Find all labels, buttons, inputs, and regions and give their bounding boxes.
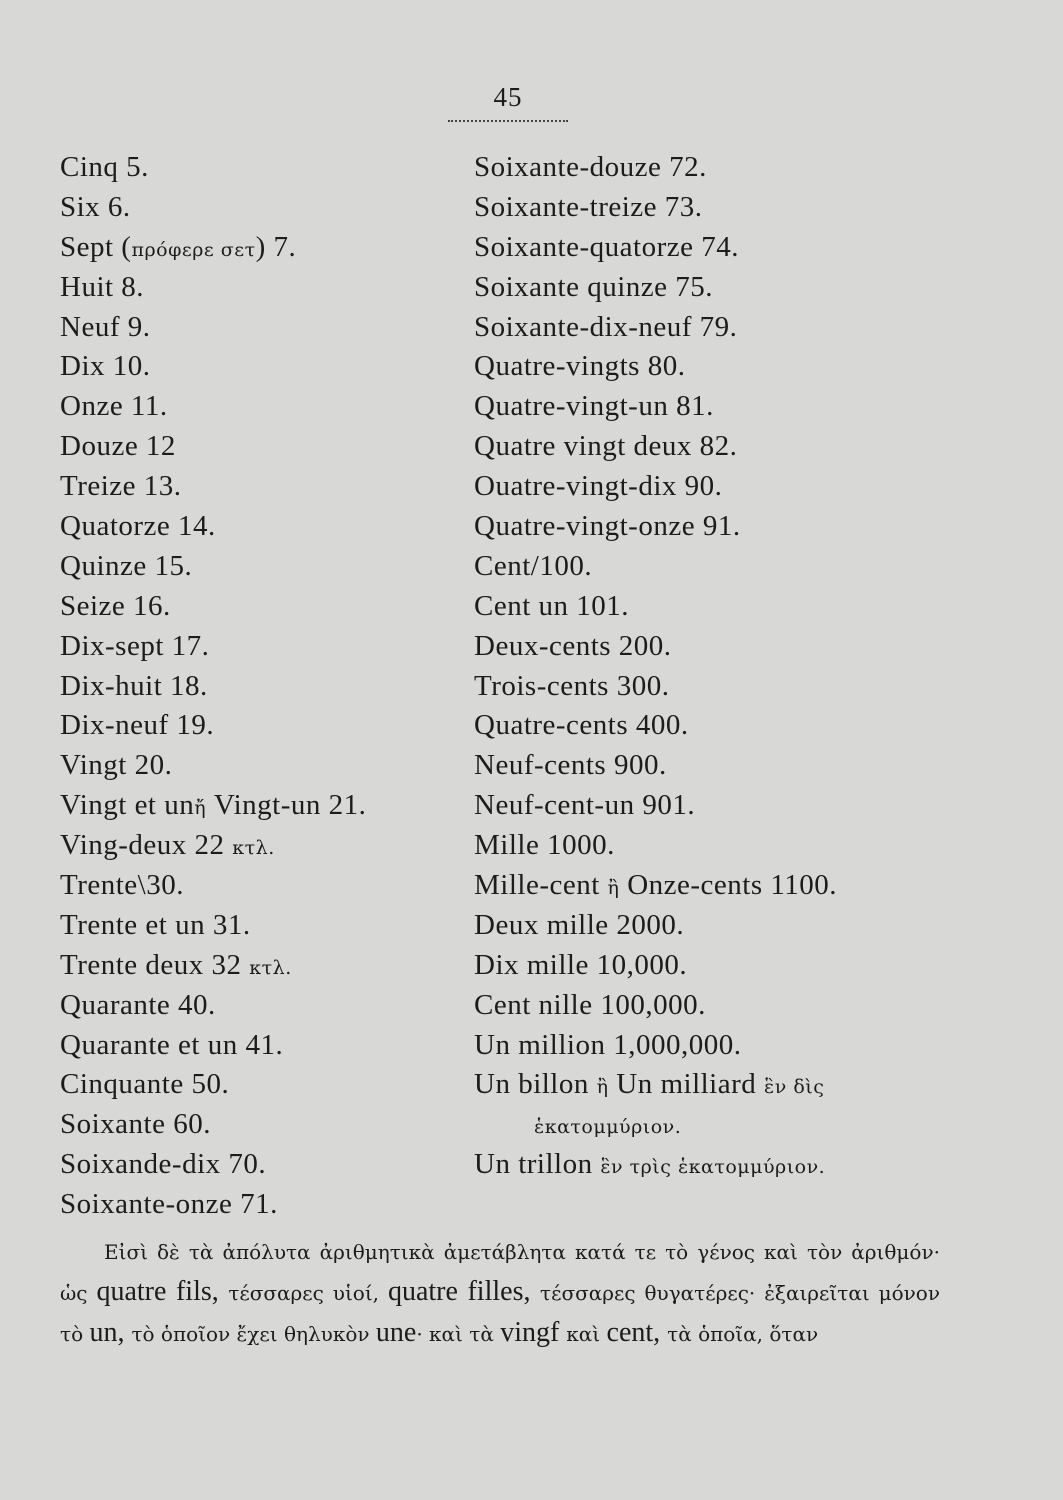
list-item: Cent/100. bbox=[474, 549, 593, 582]
list-item: Dix-neuf 19. bbox=[60, 709, 215, 742]
list-item: Ouatre-vingt-dix 90. bbox=[474, 470, 723, 503]
list-item: Un billon ἢ Un milliard ἓν δὶς bbox=[474, 1068, 825, 1101]
list-item: Mille 1000. bbox=[474, 829, 615, 862]
list-item: Soixante-dix-neuf 79. bbox=[474, 310, 738, 343]
list-item: Soixande-dix 70. bbox=[60, 1148, 267, 1181]
list-item: Quatre vingt deux 82. bbox=[474, 430, 738, 463]
list-item: Trente\30. bbox=[60, 869, 184, 902]
list-item: Cinquante 50. bbox=[60, 1068, 230, 1101]
list-item: Dix mille 10,000. bbox=[474, 948, 688, 981]
list-item: Dix 10. bbox=[60, 350, 151, 383]
list-item: Quatorze 14. bbox=[60, 510, 216, 543]
list-item: Treize 13. bbox=[60, 470, 182, 503]
list-item: Cent un 101. bbox=[474, 589, 630, 622]
list-item: Huit 8. bbox=[60, 270, 145, 303]
list-item: Deux-cents 200. bbox=[474, 629, 672, 662]
header-rule bbox=[448, 120, 568, 122]
left-number-list bbox=[60, 148, 480, 1225]
body-paragraph: Εἰσὶ δὲ τὰ ἀπόλυτα ἀριθμητικὰ ἀμετάβλητα κατά τε τὸ γένος καὶ τὸν ἀριθμόν· ὡς quatre fils, τέσσαρες υἱοί, quatre filles, τέσσαρες θυγατέρες· ἐξαιρεῖται μόνον τὸ un, τὸ ὁποῖον ἔχει θηλυκὸν une· καὶ τὰ vingf καὶ cent, τὰ ὁποῖα, ὅταν bbox=[60, 1240, 940, 1348]
page-number: 45 bbox=[493, 82, 523, 112]
list-item: Sept (πρόφερε σετ) 7. bbox=[60, 230, 297, 263]
list-item: Neuf-cents 900. bbox=[474, 749, 667, 782]
list-item: Quatre-vingt-onze 91. bbox=[474, 510, 741, 543]
list-item: Mille-cent ἢ Onze-cents 1100. bbox=[474, 869, 838, 902]
list-item-continuation: ἑκατομμύριον. bbox=[534, 1116, 682, 1139]
list-item: Soixante-douze 72. bbox=[474, 151, 707, 183]
list-item: Seize 16. bbox=[60, 589, 171, 622]
list-item: Dix-huit 18. bbox=[60, 669, 208, 702]
list-item: Trente et un 31. bbox=[60, 908, 251, 941]
list-item: Ving-deux 22 κτλ. bbox=[60, 829, 275, 862]
list-item: Soixante quinze 75. bbox=[474, 270, 714, 303]
list-item: Neuf 9. bbox=[60, 310, 151, 343]
list-item: Soixante 60. bbox=[60, 1108, 211, 1141]
list-item: Un trillon ἓν τρὶς ἑκατομμύριον. bbox=[474, 1148, 826, 1181]
list-item: Deux mille 2000. bbox=[474, 908, 685, 941]
list-item: Un million 1,000,000. bbox=[474, 1028, 742, 1061]
list-item: Quarante 40. bbox=[60, 988, 216, 1021]
list-item: Dix-sept 17. bbox=[60, 629, 210, 662]
list-item: Soixante-treize 73. bbox=[474, 190, 703, 223]
list-item: Trente deux 32 κτλ. bbox=[60, 948, 292, 981]
list-item: Soixante-onze 71. bbox=[60, 1188, 278, 1221]
list-item: Soixante-quatorze 74. bbox=[474, 230, 739, 263]
list-item: Onze 11. bbox=[60, 390, 168, 423]
list-item: Trois-cents 300. bbox=[474, 669, 670, 702]
list-item: Quinze 15. bbox=[60, 549, 193, 582]
list-item: Quatre-cents 400. bbox=[474, 709, 689, 742]
list-item: Cent nille 100,000. bbox=[474, 988, 706, 1021]
list-item: Neuf-cent-un 901. bbox=[474, 789, 696, 822]
list-item: Cinq 5. bbox=[60, 151, 149, 183]
list-item: Vingt 20. bbox=[60, 749, 173, 782]
right-number-list bbox=[474, 148, 994, 1185]
list-item: Douze 12 bbox=[60, 430, 176, 463]
list-item: Six 6. bbox=[60, 190, 131, 223]
list-item: Quatre-vingt-un 81. bbox=[474, 390, 714, 423]
list-item: Quarante et un 41. bbox=[60, 1028, 284, 1061]
list-item: Quatre-vingts 80. bbox=[474, 350, 686, 383]
list-item: Vingt et unἤ Vingt-un 21. bbox=[60, 789, 367, 822]
